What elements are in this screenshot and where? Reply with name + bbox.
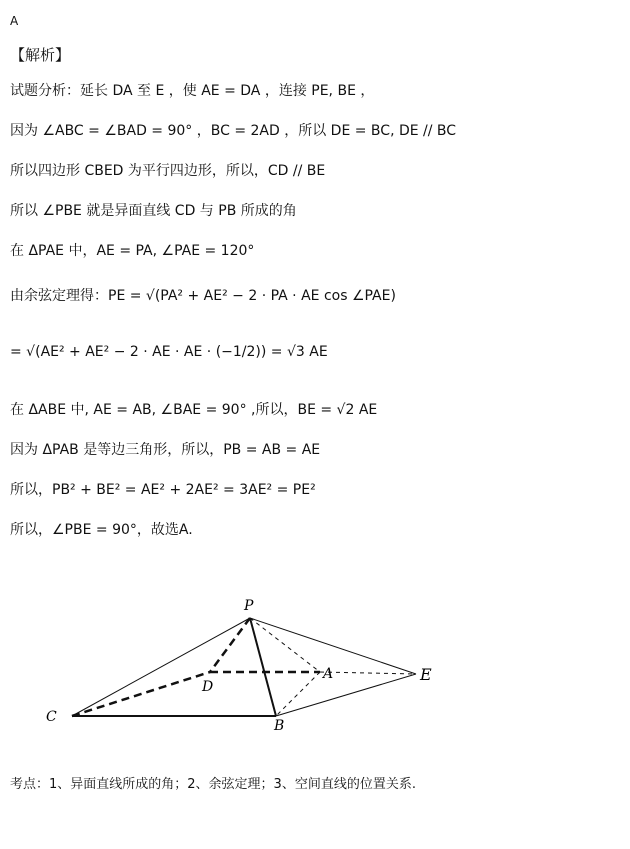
solution-line-6: 由余弦定理得：PE = √(PA² + AE² − 2 · PA · AE cos ∠PAE)	[10, 288, 396, 304]
edge-PD	[210, 618, 250, 672]
solution-line-4: 所以 ∠PBE 就是异面直线 CD 与 PB 所成的角	[10, 203, 297, 219]
answer-label: A	[10, 14, 19, 28]
geometry-figure	[0, 590, 630, 750]
edge-PB	[250, 618, 276, 716]
solution-line-2: 因为 ∠ABC = ∠BAD = 90° ，BC = 2AD ，所以 DE = BC, DE // BC	[10, 123, 457, 139]
edge-CP	[72, 618, 250, 716]
edge-CD	[72, 672, 210, 716]
solution-line-11: 所以，∠PBE = 90°，故选A.	[10, 522, 193, 538]
solution-line-8: 在 ΔABE 中, AE = AB, ∠BAE = 90° ,所以，BE = √2 AE	[10, 402, 378, 418]
label-B: B	[274, 718, 285, 734]
label-C: C	[46, 709, 57, 725]
solution-line-10: 所以，PB² + BE² = AE² + 2AE² = 3AE² = PE²	[10, 482, 316, 498]
edge-AE	[320, 672, 416, 674]
solution-line-3: 所以四边形 CBED 为平行四边形，所以，CD // BE	[10, 163, 326, 179]
label-E: E	[420, 665, 432, 684]
solution-line-9: 因为 ΔPAB 是等边三角形，所以，PB = AB = AE	[10, 442, 321, 458]
analysis-heading: 【解析】	[10, 46, 71, 64]
solution-line-7: = √(AE² + AE² − 2 · AE · AE · (−1/2)) = √3 AE	[10, 344, 328, 360]
edge-PA	[250, 618, 320, 672]
label-D: D	[202, 679, 214, 695]
label-A: A	[323, 666, 334, 682]
solution-line-1: 试题分析：延长 DA 至 E ，使 AE = DA ，连接 PE, BE ，	[10, 83, 375, 99]
footer-keypoints: 考点：1、异面直线所成的角；2、余弦定理；3、空间直线的位置关系.	[10, 777, 416, 792]
label-P: P	[244, 598, 254, 614]
solution-line-5: 在 ΔPAE 中，AE = PA, ∠PAE = 120°	[10, 243, 255, 259]
